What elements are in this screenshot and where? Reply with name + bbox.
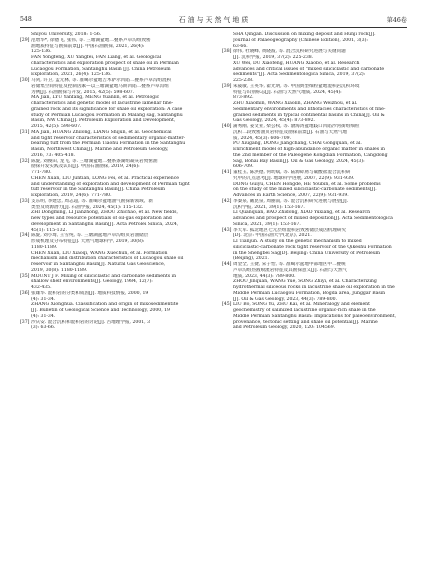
reference-number: [40] [222, 124, 232, 129]
reference-line: 李秦泉, 戴昆泉, 周丽南, 等. 混合沉积研究进展与展望[J]. [233, 198, 349, 204]
reference-line: 地质, 2023, 44(3): 789-800. [233, 273, 296, 279]
reference-line: the 2nd member of the Paleogene Kongdian Formation, Cangdong [233, 152, 388, 158]
reference-list-left [20, 38, 205, 331]
reference-entry [222, 262, 407, 302]
reference-line: 徐伟, 杜晓峰, 黄晓波, 等. 混合沉积研究进展与关键问题 [233, 49, 346, 55]
reference-line: provenance, tectonic setting and shale oil potential[J]. Marine [233, 319, 378, 325]
reference-text [233, 170, 407, 199]
reference-line: MOUNT J F. Mixing of siliciclastic and carbonate sediments in [31, 273, 177, 279]
reference-line: 蒲秀刚, 姜文亚, 柴公权, 等. 渤海湾盆地歧口凹陷沙河街组细粒 [233, 124, 360, 129]
reference-text [233, 228, 407, 263]
reference-line: 125-136. [31, 49, 52, 55]
reference-line: grained rock and its significance for shale oil exploration: A case [31, 106, 183, 112]
reference-line: 陈旋, 刘小琦, 王雪纯, 等. 三塘湖盆地芦草沟组页岩油储层 [31, 233, 149, 239]
reference-text [31, 320, 205, 332]
reference-line: XU Wei, DU Xiaofeng, HUANG Xiaobo, et al. Research [233, 60, 360, 66]
reference-line: characteristics and genetic model of lacustrine lamellar fine- [31, 101, 174, 106]
continued-reference [222, 32, 407, 49]
reference-line: (3): 63-66. [31, 325, 56, 331]
reference-line: (4): 31-34. [31, 313, 56, 319]
reference-line: 沉积二段致密油页岩特征及勘探前景[J]. 石油与天然气地 [233, 129, 348, 135]
volume-label: 第46卷 [386, 16, 407, 24]
reference-line: Shiyou University, 2018: 1-56. [31, 32, 102, 37]
reference-entry [20, 130, 205, 159]
reference-line: 特征与识别标志[J]. 石油与天然气地质, 2024, 45(4): [233, 89, 342, 95]
reference-line: Sinica, 2021, 39(1): 153-167. [233, 221, 301, 227]
reference-line: advances and prospect of mixed deposition[J]. Acta Sedimentologica [233, 216, 393, 221]
reference-line: 陈旋, 刘俊田, 龙飞, 等. 三塘湖盆地二叠系条湖组凝灰岩致密油 [31, 158, 158, 164]
reference-entry [222, 302, 407, 331]
reference-entry [222, 228, 407, 263]
reference-line: grained sediments in typical continental basins in China[J]. Oil & [233, 112, 385, 118]
reference-line: 支东明, 李建忠, 周志超, 等. 准噶尔盆地油气勘探新领域、新 [31, 198, 153, 204]
reference-line: on the study of the mixed siliciclastic-carbonate sediments[J]. [233, 187, 377, 193]
journal-title: 石 油 与 天 然 气 地 质 [178, 16, 249, 24]
reference-number: [35] [20, 273, 30, 279]
reference-text [233, 302, 407, 331]
reference-number: [43] [222, 227, 232, 233]
reference-text [31, 78, 205, 130]
reference-line: (4): 31-34. [31, 296, 56, 302]
reference-text [31, 233, 205, 273]
reference-line: advances and critical issues of "mixed siliciclastic and carbonate [233, 66, 385, 72]
reference-line: MA Jian, LYU Yanfang, MENG Yuanlin, et al. Petrologic [31, 95, 160, 101]
reference-line: (Beijing), 2021. [233, 256, 270, 262]
reference-line: 2016, 73: 405-418. [31, 152, 76, 158]
reference-line: 沉积学报, 2021, 39(1): 153-167. [233, 204, 305, 210]
reference-line: 606-709. [233, 164, 254, 170]
reference-line: 45(1): 115-132. [31, 227, 67, 233]
reference-number: [42] [222, 198, 232, 204]
reference-number: [44] [222, 262, 232, 267]
reference-line: MA Jian, HUANG Zhilong, LIANG Shijun, et al. Geochemical [31, 129, 172, 135]
reference-line: 张雄华. 混积岩的分类和成因[J]. 地质科技情报, 2000, 19 [31, 290, 149, 296]
reference-entry [222, 49, 407, 84]
reference-line: Advances in Earth Science, 2007, 22(9): 931-939. [233, 193, 349, 198]
reference-number: [38] [222, 49, 232, 55]
reference-line: 岩储集空间特征及控制因素—以三塘湖盆地马朗凹陷二叠系芦草沟组 [31, 83, 169, 89]
reference-line: Sedimentary environments and lithofacies characteristics of fine- [233, 106, 386, 112]
reference-entry [20, 233, 205, 273]
reference-line: bearing tuff from the Permian Tiaohu Formation in the Santanghu [31, 141, 186, 147]
reference-line: 1180-1189. [31, 244, 58, 250]
reference-line: ZHI Dongming, LI Jianzhong, ZHOU Zhichao, et al. New fields, [31, 210, 178, 216]
reference-number: [36] [20, 290, 30, 296]
reference-line: geochemistry of salinized lacustrine organic-rich shale in the [233, 308, 376, 313]
reference-line: LI Quanquan, BAO Zhidong, XIAO Yuxiang, et al. Research [233, 210, 371, 216]
reference-number: [37] [20, 319, 30, 325]
reference-line: [J]. 沉积学报, 2019, 37(2): 225-238. [233, 55, 314, 60]
reference-line: 771-780. [31, 170, 52, 175]
reference-line: Gas Geology, 2024, 45(4): 873-892. [233, 118, 315, 124]
reference-line: characteristics and exploration prospect of shale oil in Permian [31, 60, 179, 66]
reference-line: 2015, 42(5): 598-607. [31, 124, 82, 129]
reference-line: Enrichment model of high-abundance organic matter in shales in [233, 147, 385, 152]
reference-line: hydrothermal siliceous rocks in lacustrine shale oil exploration in the [233, 285, 395, 290]
reference-text [31, 291, 205, 320]
reference-line: Journal of Palaeogeography (Chinese Edition), 2001, 3(3): [233, 37, 368, 43]
reference-line: 董桂玉, 陈洪德, 何幼斌, 等. 陆源碎屑与碳酸盐混合沉积研 [233, 170, 351, 175]
reference-line: DONG Guiyu, CHEN Hongde, HE Youbin, et al. Some problems [233, 181, 381, 187]
reference-entry [20, 38, 205, 78]
reference-line: Exploration, 2021, 26(4): 125-136. [31, 72, 112, 78]
reference-number: [45] [222, 302, 232, 308]
reference-entry [222, 199, 407, 228]
reference-line: [J]. Bulletin of Geological Science and Technology, 2000, 19 [31, 308, 170, 313]
reference-text [233, 124, 407, 170]
reference-entry [20, 274, 205, 291]
reference-line: new types and resource potentials of oil-gas exploration and [31, 216, 172, 221]
reference-line: siliciclastic-carbonate rock tight reservoir of the Qikeshu Formation [233, 244, 392, 250]
reference-line: 马剑, 许卫, 孟元林, 等. 准噶尔盆地吉木萨尔凹陷二叠系芦草沟组混积 [31, 78, 172, 83]
reference-entry [222, 170, 407, 199]
reference-entry [222, 84, 407, 124]
page-number: 548 [20, 15, 32, 23]
reference-entry [20, 291, 205, 320]
right-reference-column [222, 32, 407, 331]
reference-text [233, 199, 407, 228]
reference-line: Basin, NW China[J]. Petroleum Exploration and Development, [31, 118, 176, 124]
reference-line: Sag, Bohai Bay Basin[J]. Oil & Gas Geology, 2024, 45(3): [233, 158, 365, 164]
reference-line: SHA Qingan. Discussion on mixing deposit and Hunji rock[J]. [233, 32, 376, 37]
reference-line: LIU Bo, SONG Yu, ZHU Kai, et al. Mineralogy and element [233, 302, 370, 308]
reference-text [31, 38, 205, 78]
reference-number: [29] [20, 37, 30, 43]
reference-line: Lucaogou Formation, Santanghu Basin [J]. China Petroleum [31, 66, 171, 72]
reference-line: 2019, 30(8): 1180-1189. [31, 267, 88, 273]
reference-number: [39] [222, 83, 232, 89]
reference-line: Exploration, 2019, 24(6): 771-780. [31, 193, 112, 198]
reference-line: shallow shelf environments[J]. Geology, 1984, 12(7): [31, 279, 153, 285]
page-header [20, 13, 407, 25]
reference-line: reservoir in Santanghu Basin[J]. Natural Gas Geoscience, [31, 262, 166, 267]
reference-line: 究中的几点思考[J]. 地球科学进展, 2007, 22(9): 931-939. [233, 175, 355, 181]
reference-line: Middle Permian Lucaogou Formation, Bogda area, Junggar Basin [233, 290, 386, 296]
reference-line: 为例[J]. 石油勘探与开发, 2015, 42(5): 598-607. [31, 89, 135, 95]
reference-line: and tight reservoir characteristics of sedimentary organic-matter- [31, 135, 186, 141]
reference-list-right [222, 49, 407, 331]
reference-line: 范增华*, 徐德飞, 张伟, 等. 三塘湖盆地二叠系芦草沟组致密 [31, 37, 151, 43]
reference-line: 63-66. [233, 43, 248, 49]
reference-line: 周金全, 王捷, 宋子怡, 等. 准噶尔盆地中部地区中二叠统 [233, 262, 346, 267]
reference-line: [J]. Oil & Gas Geology, 2023, 44(3): 789-800. [233, 296, 338, 302]
reference-line: CHEN Xuan, LIU Xiaoqi, WANG Xuechun, et al. Formation [31, 250, 168, 256]
reference-number: [41] [222, 170, 232, 175]
reference-line: ZHOU Jinquan, WANG Yue, SONG Zhiyi, et al. Characterizing [233, 279, 377, 285]
reference-text [233, 84, 407, 124]
reference-line: 225-238. [233, 78, 254, 83]
reference-line: mechanism and distribution characteristics of Lucaogou shale oil [31, 256, 184, 262]
reference-line: Basin, Northwest China[J]. Marine and Petroleum Geology, [31, 147, 169, 152]
reference-line: Middle Permian Santanghu Basin: Implications for paleoenvironment, [233, 313, 397, 319]
reference-line: 李天军. 狐北地区七元层组混积岩致密储层成因机理研究 [233, 227, 347, 233]
reference-entry [20, 320, 205, 332]
reference-number: [33] [20, 198, 30, 204]
reference-line: and understanding of exploration and development of Permian tight [31, 181, 190, 187]
reference-line: in the Shengbei Sag[D]. Beijing: China University of Petroleum [233, 250, 381, 256]
reference-number: [32] [20, 158, 30, 164]
reference-line: 432-435. [31, 285, 52, 290]
reference-text [31, 130, 205, 159]
reference-line: 873-892. [233, 95, 254, 101]
reference-entry [222, 124, 407, 170]
reference-text [233, 49, 407, 84]
reference-line: [D]. 北京: 中国石油大学(北京), 2021. [233, 233, 312, 239]
reference-number: [30] [20, 78, 30, 83]
reference-line: and Petroleum Geology, 2020, 120: 104569. [233, 325, 336, 331]
reference-entry [20, 159, 205, 199]
reference-line: LI Tianjun. A study on the genetic mechanism to mixed [233, 239, 362, 244]
reference-line: 类型及资源潜力[J]. 石油学报, 2024, 45(1): 115-132. [31, 204, 144, 210]
reference-line: CHEN Xuan, LIU Juntian, LONG Fei, et al. Practical experience [31, 175, 180, 181]
reference-line: sediments"[J]. Acta Sedimentologica Sinica, 2019, 37(2): [233, 72, 366, 78]
reference-line: ZHANG Xionghua. Classification and origin of mixosedimentite [31, 302, 179, 308]
reference-line: FAN Yongfeng, XU Yangfei, FAN Liang, et al. Geological [31, 55, 162, 60]
reference-number: [31] [20, 129, 30, 135]
reference-line: study of Permian Lucaogou Formation in Malang sag, Santanghu [31, 112, 183, 118]
reference-text [233, 262, 407, 302]
reference-line: 形成机理及分布特征[J]. 天然气地球科学, 2019, 30(8): [31, 239, 145, 244]
reference-line: 油地质特征与勘探前景[J]. 中国石油勘探, 2021, 26(4): [31, 43, 145, 49]
reference-text [31, 274, 205, 291]
reference-line: PU Xiugang, DONG Jiangchang, CHAI Gongquan, et al. [233, 141, 362, 147]
reference-line: development in Santanghu Basin[J]. Acta Petrolei Sinica, 2024, [31, 221, 179, 227]
reference-line: 质, 2024, 45(3): 606-709. [233, 135, 292, 141]
reference-line: tuff reservoir in the Santanghu Basin[J]. China Petroleum [31, 187, 166, 193]
reference-line: ZHU Xiaomin, WANG Xiaolin, ZHANG Weizhou, et al. [233, 101, 358, 106]
left-reference-column [20, 32, 205, 331]
reference-text [31, 199, 205, 234]
reference-line: 朱筱敏, 王英华, 翟光明, 等. 中国典型细粒盆地混积岩沉积环境 [233, 83, 360, 89]
reference-line: 沙庆安. 混合沉积和混积岩的讨论[J]. 古地理学报, 2001, 3 [31, 319, 151, 325]
reference-number: [34] [20, 233, 30, 239]
reference-entry [20, 78, 205, 130]
header-rule [20, 27, 407, 28]
reference-line: 勘探开发实践及认识[J]. 中国石油勘探, 2019, 24(6): [31, 164, 140, 170]
reference-text [31, 159, 205, 199]
reference-entry [20, 199, 205, 234]
reference-line: 芦草沟组热液喷流岩特征及其勘探意义[J]. 石油与天然气 [233, 267, 348, 273]
